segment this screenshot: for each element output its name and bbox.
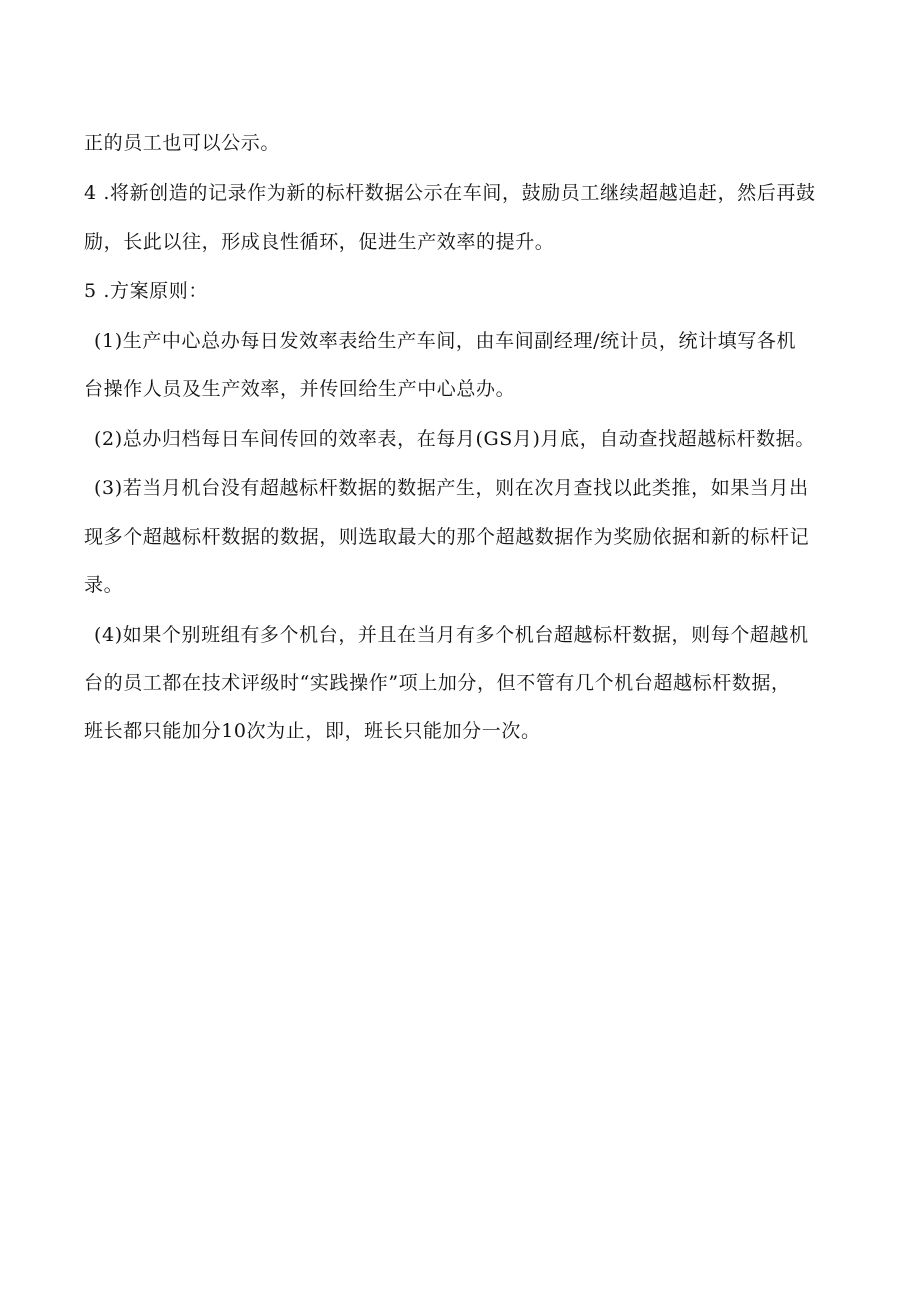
paragraph-line-1: 正的员工也可以公示。 [84, 132, 281, 154]
paragraph-line-8: (3)若当月机台没有超越标杆数据的数据产生，则在次月查找以此类推，如果当月出 [94, 477, 809, 499]
paragraph-line-13: 班长都只能加分10次为止，即，班长只能加分一次。 [84, 720, 541, 742]
paragraph-line-7: (2)总办归档每日车间传回的效率表，在每月(GS月)月底，自动查找超越标杆数据。 [94, 428, 815, 450]
paragraph-line-5: (1)生产中心总办每日发效率表给生产车间，由车间副经理/统计员，统计填写各机 [94, 330, 797, 352]
paragraph-line-11: (4)如果个别班组有多个机台，并且在当月有多个机台超越标杆数据，则每个超越机 [94, 624, 809, 646]
paragraph-line-10: 录。 [84, 574, 124, 596]
section-heading-principles: 5 .方案原则： [84, 280, 208, 302]
paragraph-line-6: 台操作人员及生产效率，并传回给生产中心总办。 [84, 378, 516, 400]
paragraph-line-9: 现多个超越标杆数据的数据，则选取最大的那个超越数据作为奖励依据和新的标杆记 [84, 526, 810, 548]
paragraph-line-2: 4 .将新创造的记录作为新的标杆数据公示在车间，鼓励员工继续超越追赶，然后再鼓 [84, 182, 816, 204]
paragraph-line-12: 台的员工都在技术评级时“实践操作”项上加分，但不管有几个机台超越标杆数据， [84, 672, 791, 694]
paragraph-line-3: 励，长此以往，形成良性循环，促进生产效率的提升。 [84, 231, 555, 253]
